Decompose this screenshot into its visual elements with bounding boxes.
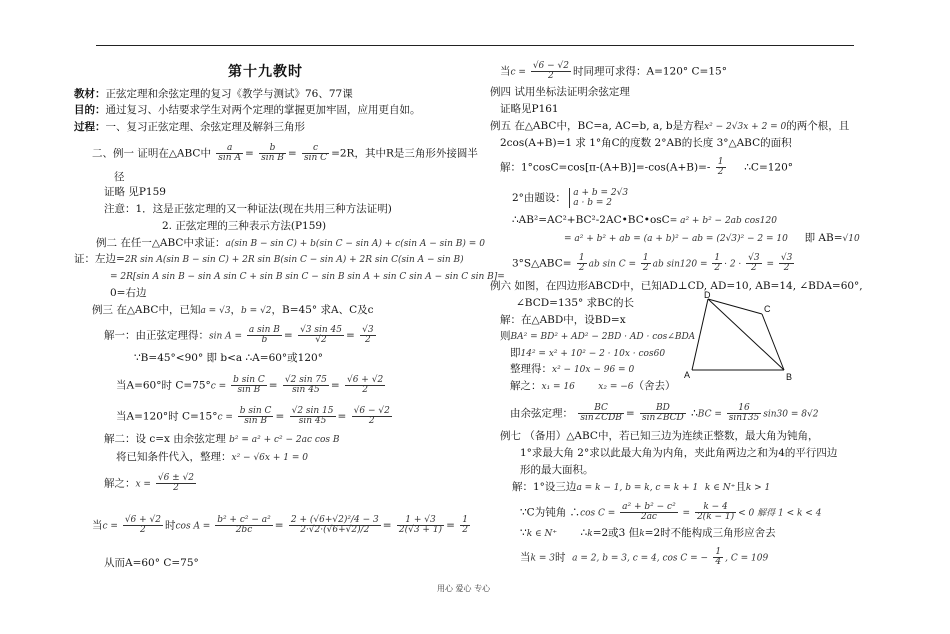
teaching-material-line: 教材：正弦定理和余弦定理的复习《教学与测试》76、77课 [74,88,353,100]
fraction: $\frac{√6 \pm √2}{2}$ [157,473,195,493]
example-7-step3: ∵k ∈ N⁺ ∴k=2或3 但k=2时不能构成三角形应舍去 [520,527,776,539]
vertex-label-d: D [704,290,711,300]
fraction: $\frac{\text{b sin C}}{\text{sin B}}$ [239,406,272,426]
example-5-step2: 2°由题设： a + b = 2√3 a · b = 2 [512,188,629,208]
fraction: $\frac{√6 + √2}{2}$ [124,515,161,535]
solution-2-roots: 解之：x = $\frac{√6 \pm √2}{2}$ [104,473,195,493]
example-5-ab-result: = a² + b² + ab = (a + b)² − ab = (2√3)² − 2 = 10 即 AB=√10 [564,232,860,244]
fraction: $\frac{1}{4}$ [715,547,722,567]
objective-line: 目的：通过复习、小结要求学生对两个定理的掌握更加牢固，应用更自如。 [74,104,421,116]
vertex-label-c: C [764,304,771,314]
fraction: $\frac{√3}{2}$ [748,253,760,273]
fraction: $\frac{√6 - √2}{2}$ [353,406,390,426]
fraction: $\frac{1 + √3}{2(√3 + 1)}$ [398,515,443,535]
example-6-step2: 则BA² = BD² + AD² − 2BD · AD · cos∠BDA [500,330,696,342]
fraction: $\frac{√6 - √2}{2}$ [532,61,569,81]
page-footer: 用心 爱心 专心 [437,584,491,593]
example-5-question: 2cos(A+B)=1 求 1°角C的度数 2°AB的长度 3°△ABC的面积 [500,137,792,149]
example-7-q1: 1°求最大角 2°求以此最大角为内角，夹此角两边之和为4的平行四边 [520,447,838,459]
example-1: 二、例一 证明在△ABC中 $\frac{a}{\text{sin A}}$ = $\frac{b}{\text{sin B}}$ = $\frac{c}{\text{sin C}}$ =2R，其中R是三角形外接圆半 [92,143,478,163]
example-5: 例五 在△ABC中，BC=a, AC=b, a, b是方程x² − 2√3x + 2 = 0的两个根，且 [490,120,850,132]
fraction: $\frac{BD}{\text{sin∠BCD}}$ [642,403,684,423]
fraction: $\frac{c}{\text{sin C}}$ [304,143,328,163]
vertex-label-a: A [684,370,691,380]
condition-line: ∵B=45°<90° 即 b<a ∴A=60°或120° [134,352,323,364]
example-7: 例七 （备用）△ABC中，若已知三边为连续正整数，最大角为钝角， [500,430,819,442]
fraction: $\frac{\text{b sin C}}{\text{sin B}}$ [233,375,265,395]
fraction: $\frac{1}{2}$ [642,253,649,273]
case-a120: 当A=120°时 C=15°c = $\frac{\text{b sin C}}{\text{sin B}}$ = $\frac{√2 \sin 15}{\sin 45}$ = $\frac{√6 - √2}{2}$ [116,406,390,426]
fraction: $\frac{k - 4}{2(k - 1)}$ [696,502,735,522]
example-7-q2: 形的最大面积。 [520,464,594,476]
quadrilateral-figure [680,290,800,386]
example-2-proof: 证：左边=2R sin A(sin B − sin C) + 2R sin B(sin C − sin A) + 2R sin C(sin A − sin B) [74,253,464,265]
example-6-step5: 解之：x₁ = 16 x₂ = −6（舍去） [510,380,676,392]
equation-system: a + b = 2√3 a · b = 2 [569,188,628,208]
fraction: $\frac{BC}{\text{sin∠CDB}}$ [580,403,622,423]
edge-bc [762,314,784,370]
example-4: 例四 试用坐标法证明余弦定理 [490,86,630,98]
fraction: $\frac{b}{\text{sin B}}$ [261,143,284,163]
example-7-step2: ∵C为钝角 ∴cos C = $\frac{\text{a² + b² − c²}}{2ac}$ = $\frac{k - 4}{2(k - 1)}$ < 0 解得 1 < k < 4 [520,502,822,522]
solution-2-final: 从而A=60° C=75° [104,557,199,569]
example-5-area: 3°S△ABC= $\frac{1}{2}$ ab sin C = $\frac{1}{2}$ ab sin120 = $\frac{1}{2}$ · 2 · $\frac{√3}{2}$ = $\frac{√3}{2}$ [512,253,793,273]
page-title: 第十九教时 [228,64,303,80]
example-6-step4: 整理得：x² − 10x − 96 = 0 [510,363,635,375]
example-3: 例三 在△ABC中，已知a = √3，b = √2，B=45° 求A、C及c [92,304,374,316]
example-2-proof-cont: = 2R[sin A sin B − sin A sin C + sin B sin C − sin B sin A + sin C sin A − sin C sin B]= [110,272,505,282]
example-6: 例六 如图，在四边形ABCD中，已知AD⊥CD, AD=10, AB=14, ∠BDA=60°, [490,280,863,292]
fraction: $\frac{√2 \sin 75}{\sin 45}$ [284,375,327,395]
fraction: $\frac{1}{2}$ [578,253,585,273]
fraction: $\frac{√3 \sin 45}{√2}$ [300,325,342,345]
proof-ref-1: 证略 见P159 [104,186,166,198]
fraction: $\frac{1}{2}$ [462,515,468,535]
solution-2: 解二：设 c=x 由余弦定理 b² = a² + c² − 2ac cos B [104,433,340,445]
fraction: $\frac{\text{2 + (√6+√2)²/4 − 3}}{2\cdot√2\cdot(√6+√2)/2}$ [290,515,379,535]
fraction: $\frac{\text{a sin B}}{b}$ [248,325,280,345]
fraction: $\frac{√2 \sin 15}{\sin 45}$ [291,406,334,426]
fraction: $\frac{\text{b² + c² − a²}}{2bc}$ [217,515,271,535]
solution-2-substitute: 将已知条件代入，整理：x² − √6x + 1 = 0 [116,451,308,463]
example-6-question: ∠BCD=135° 求BC的长 [516,297,635,309]
right-case-c: 当c = $\frac{√6 - √2}{2}$ 时同理可求得：A=120° C=15° [500,61,727,81]
header-rule [96,45,854,46]
fraction: $\frac{16}{\sin 135}$ [728,403,760,423]
example-6-step3: 即14² = x² + 10² − 2 · 10x · cos60 [510,347,666,359]
example-6-step1: 解：在△ABD中，设BD=x [500,314,626,326]
example-7-step1: 解：1°设三边a = k − 1, b = k, c = k + 1 k ∈ N⁺且k > 1 [512,481,771,493]
note-2: 2. 正弦定理的三种表示方法(P159) [162,220,327,232]
edge-da [692,299,708,370]
example-6-step6: 由余弦定理： $\frac{BC}{\text{sin∠CDB}}$ = $\frac{BD}{\text{sin∠BCD}}$ ∴BC = $\frac{16}{\sin 135}$ sin30 = 8√2 [510,403,819,423]
fraction: $\frac{√3}{2}$ [780,253,793,273]
fraction: $\frac{√6 + √2}{2}$ [346,375,384,395]
example-5-ab-squared: ∴AB²=AC²+BC²-2AC•BC•osC= a² + b² − 2ab cos120 [512,214,777,226]
note-1: 注意：1．这是正弦定理的又一种证法(现在共用三种方法证明) [104,203,392,215]
solution-2-cosA: 当c = $\frac{√6 + √2}{2}$ 时cos A = $\frac{\text{b² + c² − a²}}{2bc}$ = $\frac{\text{2 + (√6+√2)²/4 − 3}}{2\cdot√2\cdot(√6+√2)/2}$ = $\frac{1 + √3}{2(√3 + 1)}$ = $\frac{1}{2}$ [92,515,468,535]
example-2-end: 0=右边 [110,287,147,299]
fraction: $\frac{1}{2}$ [717,157,724,177]
example-7-step4: 当k = 3时 a = 2, b = 3, c = 4, cos C = − $\frac{1}{4}$ , C = 109 [520,547,769,567]
example-5-step1: 解：1°cosC=cos[π-(A+B)]=-cos(A+B)=- $\frac{1}{2}$ ∴C=120° [500,157,794,177]
vertex-label-b: B [786,372,793,382]
example-2: 例二 在任一△ABC中求证：a(sin B − sin C) + b(sin C − sin A) + c(sin A − sin B) = 0 [96,237,485,249]
fraction: $\frac{1}{2}$ [714,253,721,273]
example-1-cont: 径 [114,171,125,183]
fraction: $\frac{\text{a² + b² − c²}}{2ac}$ [622,502,676,522]
fraction: $\frac{a}{\text{sin A}}$ [218,143,241,163]
solution-1: 解一：由正弦定理得：sin A = $\frac{\text{a sin B}}{b}$ = $\frac{√3 \sin 45}{√2}$ = $\frac{√3}{2}$ [104,325,374,345]
example-4-proof: 证略见P161 [500,103,559,115]
case-a60: 当A=60°时 C=75°c = $\frac{\text{b sin C}}{\text{sin B}}$ = $\frac{√2 \sin 75}{\sin 45}$ = $\frac{√6 + √2}{2}$ [116,375,384,395]
process-line: 过程：一、复习正弦定理、余弦定理及解斜三角形 [74,121,305,133]
fraction: $\frac{√3}{2}$ [362,325,374,345]
